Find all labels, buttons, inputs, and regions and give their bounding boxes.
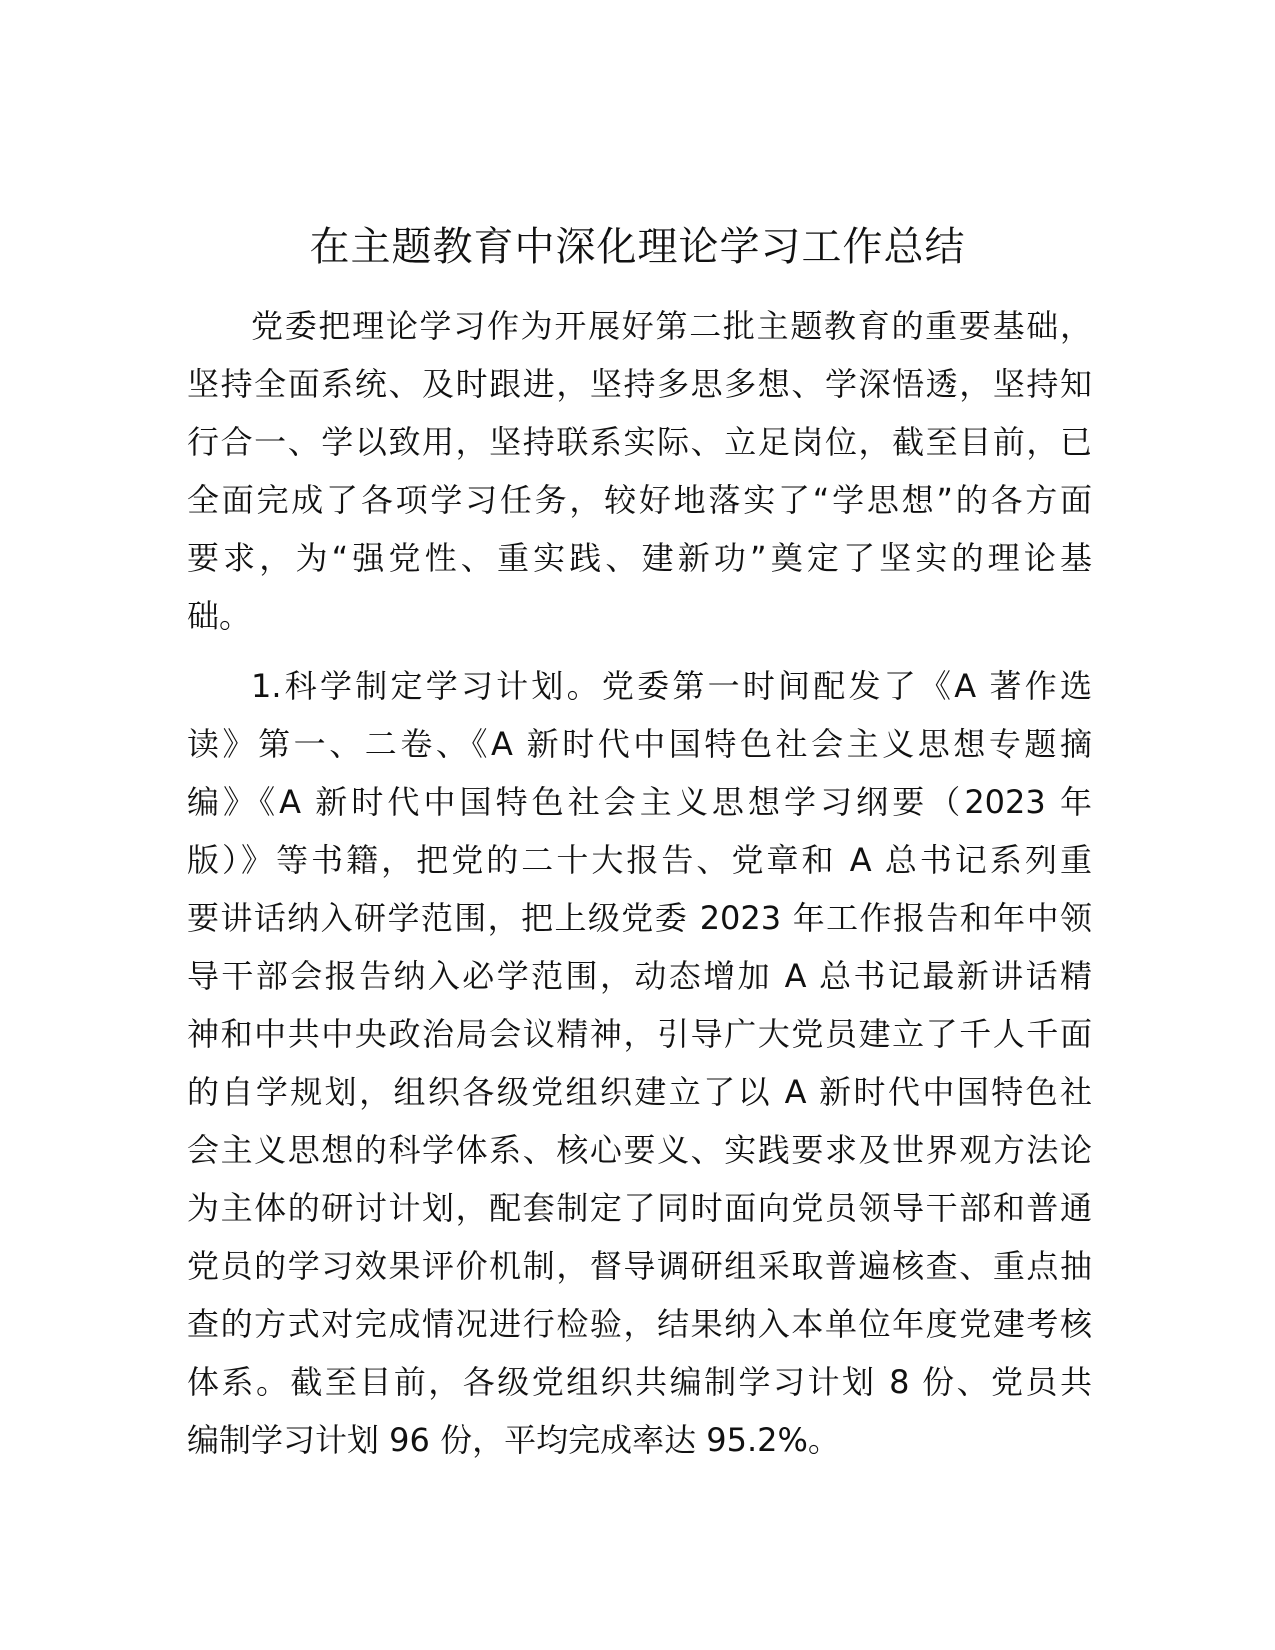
paragraph-line: 础。 (187, 597, 252, 635)
paragraph-line: 党员的学习效果评价机制，督导调研组采取普遍核查、重点抽 (187, 1247, 1092, 1285)
paragraph-line: 为主体的研讨计划，配套制定了同时面向党员领导干部和普通 (187, 1189, 1092, 1227)
paragraph-intro (187, 297, 1092, 645)
paragraph-line: 查的方式对完成情况进行检验，结果纳入本单位年度党建考核 (187, 1305, 1092, 1343)
paragraph-line: 要求，为“强党性、重实践、建新功”奠定了坚实的理论基 (187, 539, 1092, 577)
paragraph-study-plan (187, 657, 1092, 1469)
paragraph-line: 神和中共中央政治局会议精神，引导广大党员建立了千人千面 (187, 1015, 1092, 1053)
paragraph-line: 行合一、学以致用，坚持联系实际、立足岗位，截至目前，已 (187, 423, 1092, 461)
paragraph-line: 会主义思想的科学体系、核心要义、实践要求及世界观方法论 (187, 1131, 1092, 1169)
paragraph-line: 编》《A 新时代中国特色社会主义思想学习纲要（2023 年 (187, 783, 1092, 821)
paragraph-line: 版）》等书籍，把党的二十大报告、党章和 A 总书记系列重 (187, 841, 1092, 879)
paragraph-line: 坚持全面系统、及时跟进，坚持多思多想、学深悟透，坚持知 (187, 365, 1092, 403)
paragraph-line: 编制学习计划 96 份，平均完成率达 95.2%。 (187, 1421, 840, 1459)
paragraph-line: 1.科学制定学习计划。党委第一时间配发了《A 著作选 (251, 667, 1092, 705)
paragraph-line: 的自学规划，组织各级党组织建立了以 A 新时代中国特色社 (187, 1073, 1092, 1111)
paragraph-line: 要讲话纳入研学范围，把上级党委 2023 年工作报告和年中领 (187, 899, 1092, 937)
document-title: 在主题教育中深化理论学习工作总结 (309, 224, 966, 270)
paragraph-line: 导干部会报告纳入必学范围，动态增加 A 总书记最新讲话精 (187, 957, 1092, 995)
paragraph-line: 读》第一、二卷、《A 新时代中国特色社会主义思想专题摘 (187, 725, 1092, 763)
paragraph-line: 全面完成了各项学习任务，较好地落实了“学思想”的各方面 (187, 481, 1092, 519)
paragraph-line: 党委把理论学习作为开展好第二批主题教育的重要基础， (251, 307, 1092, 345)
paragraph-line: 体系。截至目前，各级党组织共编制学习计划 8 份、党员共 (187, 1363, 1092, 1401)
